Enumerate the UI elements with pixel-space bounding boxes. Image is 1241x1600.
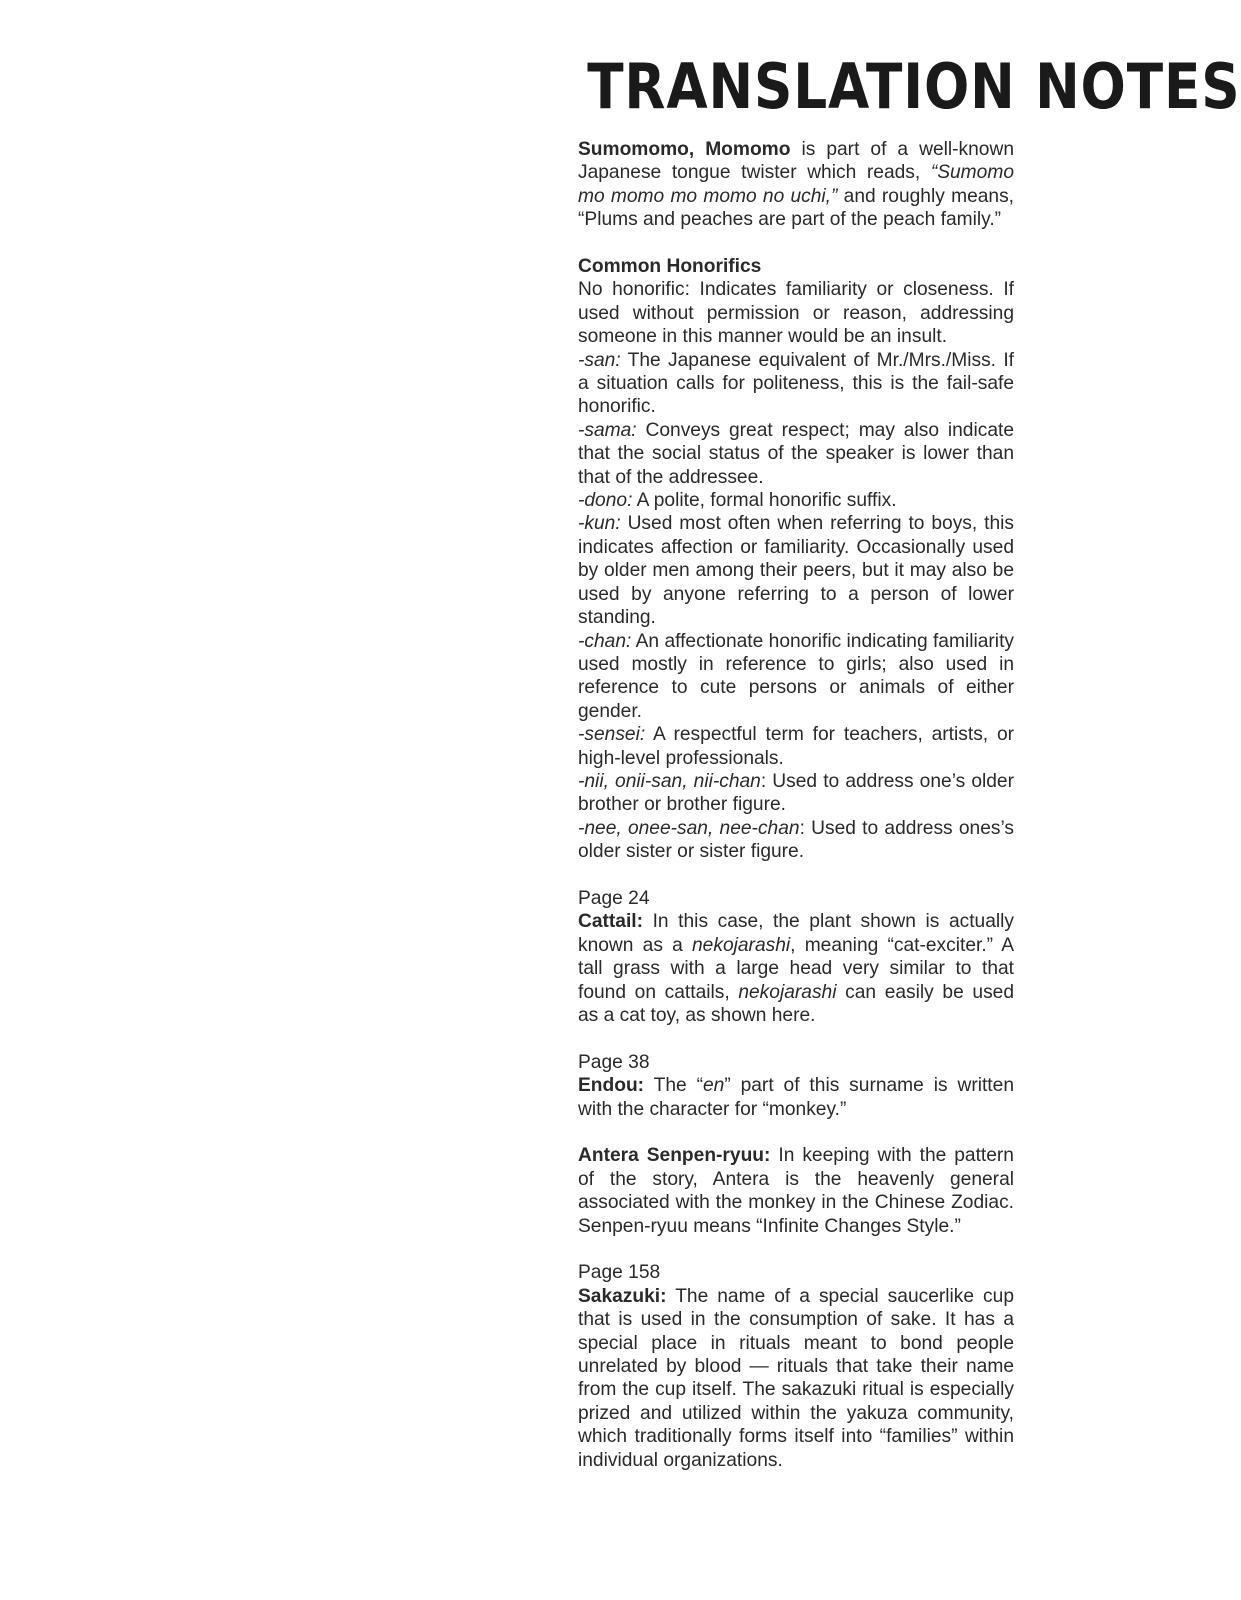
page-reference: Page 38 (578, 1051, 650, 1073)
note-page-158 (578, 1261, 1014, 1472)
note-page-38-antera (578, 1144, 1014, 1238)
note-italic: en (702, 1075, 725, 1097)
note-page-24 (578, 887, 1014, 1027)
honorific-term: -nii, onii-san, nii-chan (578, 770, 761, 792)
note-text: The name of a special saucerlike cup that is used in the consumption of sake. It has a special place in rituals meant to bond people unrelated by blood — rituals that take their name from the cup itself. The sakazuki ritual is especially prized and utilized within the yakuza community, which traditionally forms itself into “families” within individual organizations. (578, 1285, 1014, 1471)
page-reference: Page 24 (578, 887, 650, 909)
note-text: and roughly means, “Plums and peaches are part of the peach family.” (578, 185, 1015, 231)
note-term: Cattail: (578, 911, 644, 933)
honorific-text: The Japanese equivalent of Mr./Mrs./Miss. If a situation calls for politeness, this is the fail-safe honorific. (578, 349, 1014, 418)
note-term: Sakazuki: (578, 1285, 667, 1307)
honorific-text: : Used to address one’s older brother or brother figure. (578, 770, 1014, 816)
note-text: can easily be used as a cat toy, as shown here. (578, 981, 1014, 1026)
note-text: The “ (644, 1075, 703, 1097)
honorific-term: -chan: (578, 630, 632, 652)
honorific-entry (578, 770, 1014, 817)
note-text: In this case, the plant shown is actually known as a (578, 911, 1014, 956)
honorific-entry (578, 419, 1014, 489)
note-term: Endou: (578, 1075, 645, 1097)
honorific-text: A respectful term for teachers, artists, or high-level professionals. (578, 724, 1014, 769)
page-reference: Page 158 (578, 1262, 661, 1284)
note-paragraph (578, 910, 1014, 1027)
honorific-text: Used most often when referring to boys, this indicates affection or familiarity. Occasionally used by older men among their peers, but it may also be used by anyone referring to a person of lower standing. (578, 513, 1014, 629)
note-term: Sumomomo, Momomo (578, 139, 791, 160)
honorific-entry (578, 349, 1014, 419)
notes-column (578, 138, 1014, 1495)
honorific-entry (578, 817, 1014, 864)
note-paragraph (578, 1144, 1014, 1238)
honorific-term: -sensei: (578, 724, 646, 746)
honorific-entry (578, 512, 1014, 629)
note-paragraph (578, 1074, 1014, 1121)
note-quote: “Sumomo mo momo mo momo no uchi,” (578, 162, 1014, 207)
honorifics-section (578, 255, 1014, 864)
note-text: In keeping with the pattern of the story, Antera is the heavenly general associated with the monkey in the Chinese Zodiac. Senpen-ryuu means “Infinite Changes Style.” (578, 1145, 1014, 1237)
section-heading: Common Honorifics (578, 256, 762, 278)
honorific-entry (578, 723, 1014, 770)
page-title: TRANSLATION NOTES (587, 50, 1241, 123)
note-term: Antera Senpen-ryuu: (578, 1145, 771, 1167)
note-italic: nekojarashi (738, 981, 837, 1003)
honorific-text: Conveys great respect; may also indicate that the social status of the speaker is lower than that of the addressee. (578, 419, 1014, 488)
honorific-entry (578, 489, 1014, 512)
honorific-text: An affectionate honorific indicating familiarity used mostly in reference to girls; also used in reference to cute persons or animals of either gender. (578, 630, 1014, 722)
note-text: is part of a well-known Japanese tongue twister which reads, (578, 139, 1014, 184)
note-text: ” part of this surname is written with the character for “monkey.” (578, 1075, 1014, 1120)
no-honorific-entry: No honorific: Indicates familiarity or closeness. If used without permission or reason, addressing someone in this manner would be an insult. (578, 279, 1014, 348)
honorific-entry (578, 630, 1014, 724)
honorific-term: -dono: (578, 490, 633, 512)
note-text: , meaning “cat-exciter.” A tall grass with a large head very similar to that found on cattails, (578, 934, 1014, 1003)
honorific-term: -kun: (578, 513, 621, 535)
honorific-term: -san: (578, 349, 621, 371)
note-paragraph (578, 138, 1014, 232)
honorific-term: -nee, onee-san, nee-chan (578, 817, 800, 839)
note-page-38-endou (578, 1051, 1014, 1121)
note-sumomomo (578, 138, 1014, 232)
honorific-text: A polite, formal honorific suffix. (632, 490, 897, 512)
honorific-term: -sama: (578, 419, 637, 441)
note-italic: nekojarashi (692, 934, 791, 956)
honorific-text: : Used to address ones’s older sister or sister figure. (578, 817, 1015, 863)
note-paragraph (578, 1285, 1014, 1472)
